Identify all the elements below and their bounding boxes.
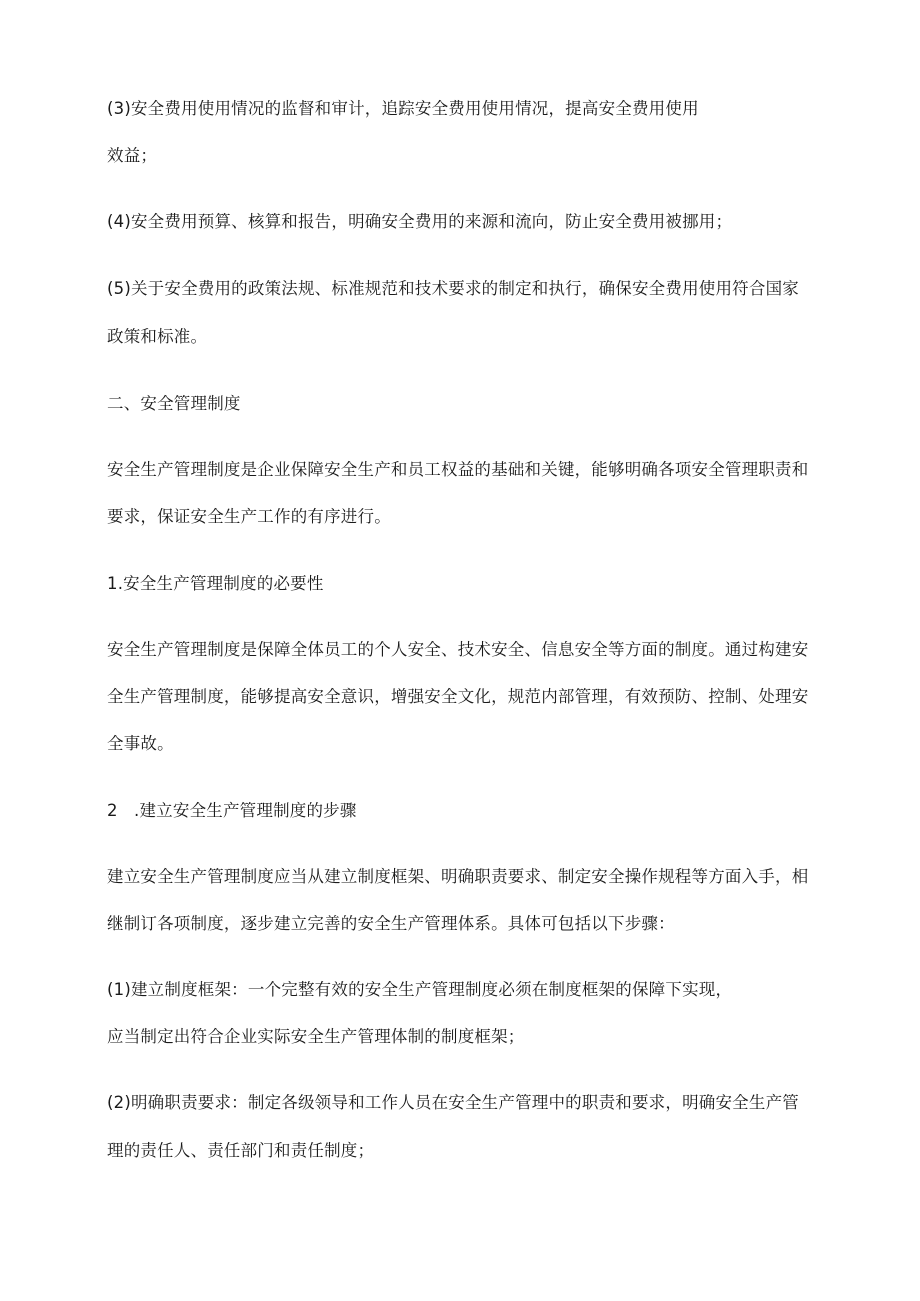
paragraph-item-4: (4)安全费用预算、核算和报告，明确安全费用的来源和流向，防止安全费用被挪用； [107, 212, 733, 231]
step-2-line-2: 理的责任人、责任部门和责任制度； [107, 1141, 375, 1160]
section-heading-2: 二、安全管理制度 [107, 394, 241, 413]
paragraph-necessity-line-2: 全生产管理制度，能够提高安全意识，增强安全文化，规范内部管理，有效预防、控制、处理安 [107, 687, 809, 706]
step-1-line-2: 应当制定出符合企业实际安全生产管理体制的制度框架； [107, 1027, 525, 1046]
step-2-line-1: (2)明确职责要求：制定各级领导和工作人员在安全生产管理中的职责和要求，明确安全生产管 [107, 1093, 799, 1112]
paragraph-intro-line-1: 安全生产管理制度是企业保障安全生产和员工权益的基础和关键，能够明确各项安全管理职责和 [107, 460, 809, 479]
paragraph-item-3-line-1: (3)安全费用使用情况的监督和审计，追踪安全费用使用情况，提高安全费用使用 [107, 99, 699, 118]
paragraph-steps-line-1: 建立安全生产管理制度应当从建立制度框架、明确职责要求、制定安全操作规程等方面入手，相 [107, 867, 809, 886]
paragraph-steps-line-2: 继制订各项制度，逐步建立完善的安全生产管理体系。具体可包括以下步骤： [107, 914, 675, 933]
step-1-line-1: (1)建立制度框架：一个完整有效的安全生产管理制度必须在制度框架的保障下实现， [107, 980, 733, 999]
paragraph-intro-line-2: 要求，保证安全生产工作的有序进行。 [107, 507, 391, 526]
paragraph-item-5-line-1: (5)关于安全费用的政策法规、标准规范和技术要求的制定和执行，确保安全费用使用符合国家 [107, 279, 799, 298]
subheading-1: 1.安全生产管理制度的必要性 [107, 574, 324, 593]
paragraph-necessity-line-1: 安全生产管理制度是保障全体员工的个人安全、技术安全、信息安全等方面的制度。通过构建安 [107, 640, 809, 659]
paragraph-item-3-line-2: 效益； [107, 146, 158, 165]
paragraph-necessity-line-3: 全事故。 [107, 734, 174, 753]
paragraph-item-5-line-2: 政策和标准。 [107, 327, 208, 346]
subheading-2: 2 .建立安全生产管理制度的步骤 [107, 801, 357, 820]
